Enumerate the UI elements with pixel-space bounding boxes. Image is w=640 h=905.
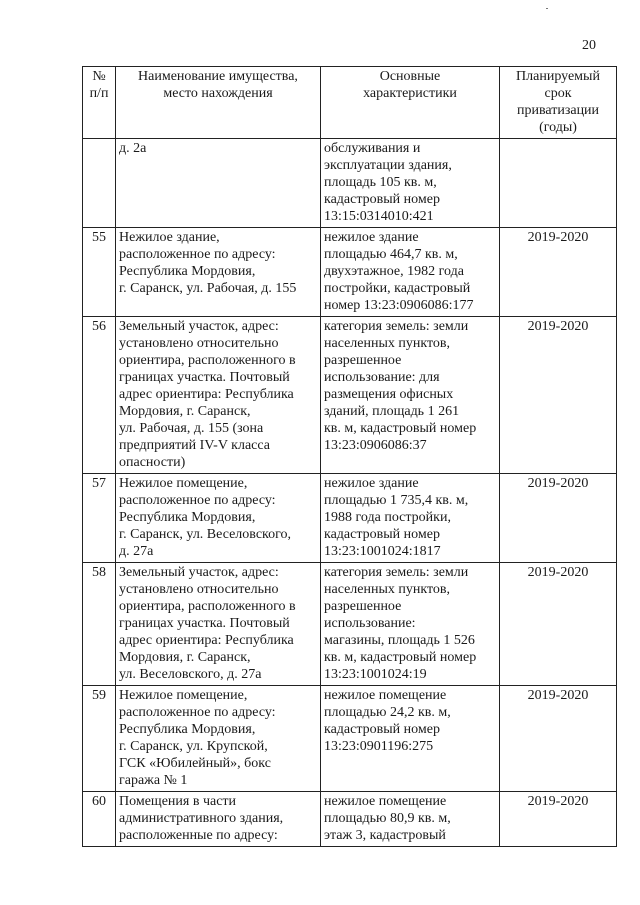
table-row <box>83 474 617 563</box>
cell-line: г. Саранск, ул. Крупской, <box>119 739 268 754</box>
cell-line: разрешенное <box>324 599 402 614</box>
cell-line: 13:23:0901196:275 <box>324 739 434 754</box>
cell-line: Нежилое помещение, <box>119 476 248 491</box>
characteristics-cell <box>321 474 500 563</box>
cell-line: адрес ориентира: Республика <box>119 387 294 402</box>
cell-line: населенных пунктов, <box>324 582 451 597</box>
cell-line: постройки, кадастровый <box>324 281 471 296</box>
header-line: (годы) <box>539 120 577 135</box>
cell-line: Земельный участок, адрес: <box>119 565 279 580</box>
property-name-cell <box>116 228 321 317</box>
characteristics-cell <box>321 139 500 228</box>
cell-line: ГСК «Юбилейный», бокс <box>119 756 271 771</box>
cell-line: границах участка. Почтовый <box>119 616 290 631</box>
row-number: 58 <box>83 563 116 686</box>
cell-line: адрес ориентира: Республика <box>119 633 294 648</box>
cell-line: обслуживания и <box>324 141 421 156</box>
header-line: срок <box>544 86 572 101</box>
header-line: № <box>92 69 106 84</box>
cell-line: расположенное по адресу: <box>119 705 276 720</box>
row-number: 60 <box>83 792 116 847</box>
property-name-cell <box>116 563 321 686</box>
cell-line: площадью 1 735,4 кв. м, <box>324 493 469 508</box>
cell-line: расположенное по адресу: <box>119 493 276 508</box>
cell-line: Нежилое помещение, <box>119 688 248 703</box>
cell-line: площадь 105 кв. м, <box>324 175 437 190</box>
cell-line: г. Саранск, ул. Рабочая, д. 155 <box>119 281 297 296</box>
property-name-cell <box>116 686 321 792</box>
cell-line: опасности) <box>119 455 186 470</box>
cell-line: разрешенное <box>324 353 402 368</box>
cell-line: расположенное по адресу: <box>119 247 276 262</box>
table-body <box>83 139 617 847</box>
property-name-cell <box>116 792 321 847</box>
cell-line: расположенные по адресу: <box>119 828 278 843</box>
cell-line: 13:23:0906086:37 <box>324 438 427 453</box>
cell-line: площадью 24,2 кв. м, <box>324 705 451 720</box>
cell-line: площадью 464,7 кв. м, <box>324 247 458 262</box>
cell-line: д. 27а <box>119 544 154 559</box>
header-characteristics <box>321 67 500 139</box>
cell-line: эксплуатации здания, <box>324 158 452 173</box>
cell-line: гаража № 1 <box>119 773 188 788</box>
privatization-term: 2019-2020 <box>500 792 617 847</box>
privatization-term: 2019-2020 <box>500 317 617 474</box>
cell-line: 1988 года постройки, <box>324 510 451 525</box>
table-row <box>83 139 617 228</box>
row-number: 59 <box>83 686 116 792</box>
privatization-term: 2019-2020 <box>500 563 617 686</box>
table-row <box>83 228 617 317</box>
property-name-cell <box>116 139 321 228</box>
property-name-cell <box>116 474 321 563</box>
characteristics-cell <box>321 563 500 686</box>
row-number <box>83 139 116 228</box>
cell-line: Республика Мордовия, <box>119 510 256 525</box>
cell-line: кв. м, кадастровый номер <box>324 421 477 436</box>
cell-line: г. Саранск, ул. Веселовского, <box>119 527 292 542</box>
cell-line: ул. Рабочая, д. 155 (зона <box>119 421 264 436</box>
cell-line: этаж 3, кадастровый <box>324 828 446 843</box>
cell-line: площадью 80,9 кв. м, <box>324 811 451 826</box>
cell-line: границах участка. Почтовый <box>119 370 290 385</box>
cell-line: нежилое помещение <box>324 794 447 809</box>
cell-line: Земельный участок, адрес: <box>119 319 279 334</box>
cell-line: ул. Веселовского, д. 27а <box>119 667 262 682</box>
table-row <box>83 563 617 686</box>
privatization-term <box>500 139 617 228</box>
privatization-table <box>82 66 617 847</box>
cell-line: административного здания, <box>119 811 284 826</box>
cell-line: магазины, площадь 1 526 <box>324 633 475 648</box>
table-row <box>83 317 617 474</box>
characteristics-cell <box>321 317 500 474</box>
cell-line: двухэтажное, 1982 года <box>324 264 464 279</box>
row-number: 55 <box>83 228 116 317</box>
row-number: 57 <box>83 474 116 563</box>
cell-line: д. 2а <box>119 141 147 156</box>
page-number: 20 <box>582 38 596 53</box>
cell-line: кадастровый номер <box>324 527 440 542</box>
cell-line: номер 13:23:0906086:177 <box>324 298 474 313</box>
cell-line: размещения офисных <box>324 387 454 402</box>
cell-line: нежилое помещение <box>324 688 447 703</box>
cell-line: Республика Мордовия, <box>119 264 256 279</box>
cell-line: кадастровый номер <box>324 722 440 737</box>
cell-line: 13:15:0314010:421 <box>324 209 434 224</box>
characteristics-cell <box>321 228 500 317</box>
header-line: Планируемый <box>516 69 600 84</box>
cell-line: ориентира, расположенного в <box>119 353 296 368</box>
characteristics-cell <box>321 686 500 792</box>
header-term <box>500 67 617 139</box>
cell-line: нежилое здание <box>324 476 419 491</box>
cell-line: населенных пунктов, <box>324 336 451 351</box>
header-line: характеристики <box>363 86 457 101</box>
scan-mark <box>546 8 548 9</box>
cell-line: Республика Мордовия, <box>119 722 256 737</box>
property-name-cell <box>116 317 321 474</box>
table-row <box>83 792 617 847</box>
cell-line: ориентира, расположенного в <box>119 599 296 614</box>
cell-line: зданий, площадь 1 261 <box>324 404 460 419</box>
privatization-term: 2019-2020 <box>500 474 617 563</box>
header-number <box>83 67 116 139</box>
header-name <box>116 67 321 139</box>
table-row <box>83 686 617 792</box>
cell-line: 13:23:1001024:1817 <box>324 544 441 559</box>
cell-line: категория земель: земли <box>324 565 469 580</box>
cell-line: предприятий IV-V класса <box>119 438 270 453</box>
header-line: п/п <box>89 86 109 101</box>
cell-line: Мордовия, г. Саранск, <box>119 404 251 419</box>
header-line: место нахождения <box>163 86 273 101</box>
row-number: 56 <box>83 317 116 474</box>
cell-line: 13:23:1001024:19 <box>324 667 427 682</box>
header-line: приватизации <box>516 103 600 118</box>
cell-line: установлено относительно <box>119 336 279 351</box>
cell-line: Нежилое здание, <box>119 230 220 245</box>
cell-line: использование: <box>324 616 416 631</box>
cell-line: использование: для <box>324 370 440 385</box>
cell-line: кадастровый номер <box>324 192 440 207</box>
table-header-row <box>83 67 617 139</box>
header-line: Наименование имущества, <box>138 69 298 84</box>
cell-line: установлено относительно <box>119 582 279 597</box>
header-line: Основные <box>379 69 441 84</box>
cell-line: нежилое здание <box>324 230 419 245</box>
privatization-term: 2019-2020 <box>500 228 617 317</box>
cell-line: кв. м, кадастровый номер <box>324 650 477 665</box>
privatization-term: 2019-2020 <box>500 686 617 792</box>
cell-line: категория земель: земли <box>324 319 469 334</box>
characteristics-cell <box>321 792 500 847</box>
cell-line: Мордовия, г. Саранск, <box>119 650 251 665</box>
cell-line: Помещения в части <box>119 794 237 809</box>
